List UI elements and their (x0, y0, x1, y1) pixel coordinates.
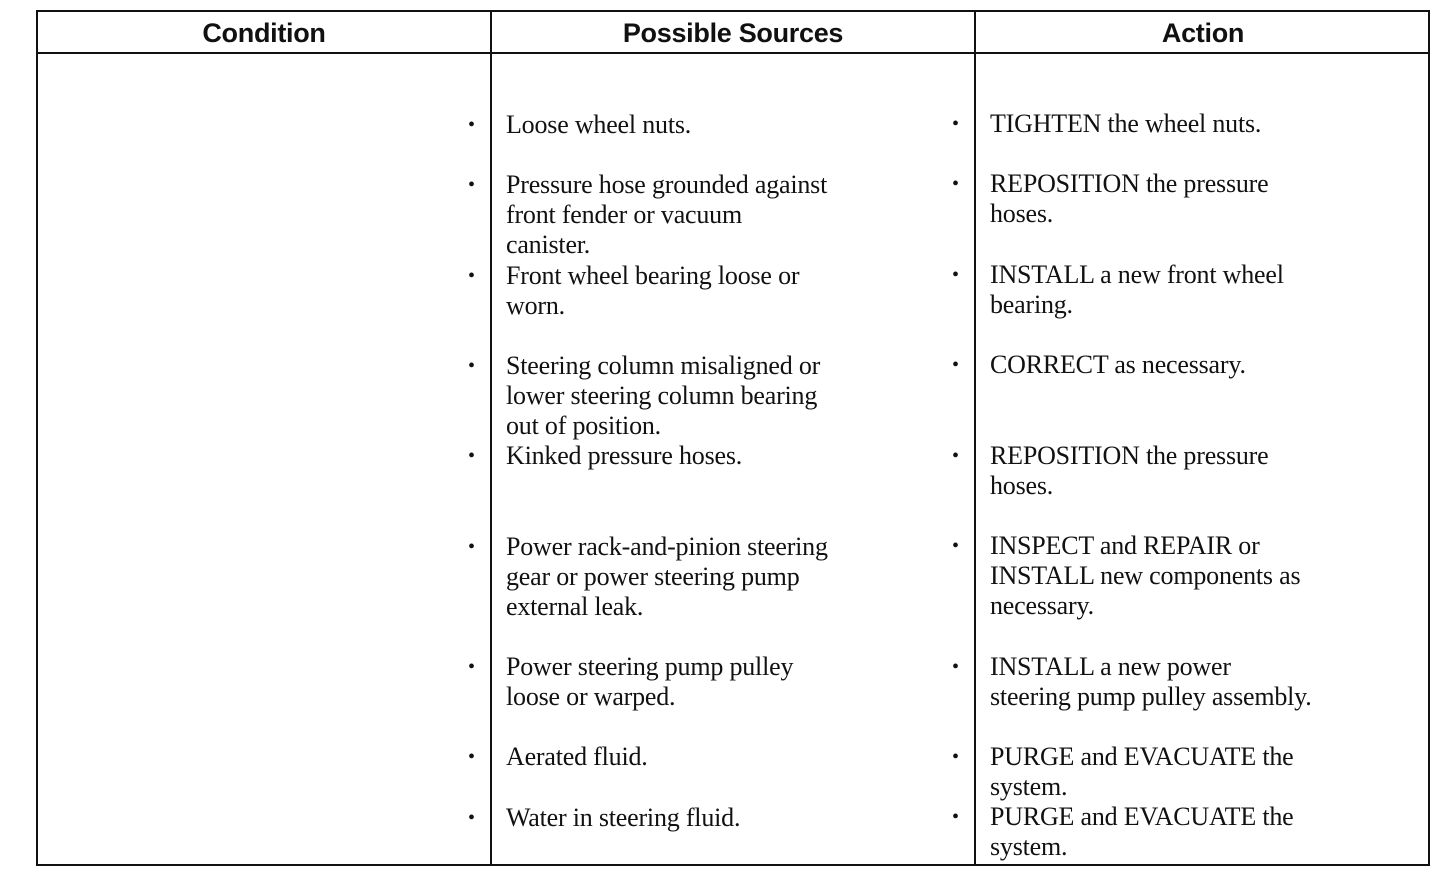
column-divider (974, 12, 976, 864)
action-text: TIGHTEN the wheel nuts. (990, 109, 1262, 138)
bullet-icon: • (468, 174, 475, 196)
bullet-icon: • (468, 445, 475, 467)
source-text: Front wheel bearing loose or worn. (506, 261, 800, 320)
bullet-icon: • (468, 536, 475, 558)
action-text: PURGE and EVACUATE the system. (990, 742, 1294, 801)
bullet-icon: • (952, 656, 959, 678)
source-text: Pressure hose grounded against front fender or vacuum canister. (506, 170, 828, 259)
bullet-icon: • (468, 746, 475, 768)
action-text: PURGE and EVACUATE the system. (990, 802, 1294, 861)
bullet-icon: • (468, 656, 475, 678)
source-text: Kinked pressure hoses. (506, 441, 743, 470)
header-action: Action (1161, 17, 1245, 48)
source-text: Loose wheel nuts. (506, 110, 692, 139)
source-text: Power rack-and-pinion steering gear or power steering pump external leak. (506, 532, 828, 621)
action-text: INSTALL a new front wheel bearing. (990, 260, 1284, 319)
bullet-icon: • (952, 173, 959, 195)
action-text: CORRECT as necessary. (990, 350, 1246, 379)
header-possible-sources: Possible Sources (622, 17, 844, 48)
bullet-icon: • (952, 806, 959, 828)
bullet-icon: • (468, 807, 475, 829)
action-text: REPOSITION the pressure hoses. (990, 169, 1269, 228)
header-condition: Condition (202, 17, 326, 48)
column-divider (490, 12, 492, 864)
action-text: INSPECT and REPAIR or INSTALL new components as necessary. (990, 531, 1301, 620)
bullet-icon: • (468, 114, 475, 136)
bullet-icon: • (952, 354, 959, 376)
source-text: Steering column misaligned or lower steering column bearing out of position. (506, 351, 821, 440)
action-text: INSTALL a new power steering pump pulley assembly. (990, 652, 1312, 711)
source-text: Water in steering fluid. (506, 803, 741, 832)
bullet-icon: • (468, 355, 475, 377)
action-text: REPOSITION the pressure hoses. (990, 441, 1269, 500)
bullet-icon: • (952, 445, 959, 467)
bullet-icon: • (468, 265, 475, 287)
source-text: Aerated fluid. (506, 742, 648, 771)
bullet-icon: • (952, 535, 959, 557)
table-header-row (38, 12, 1428, 54)
bullet-icon: • (952, 264, 959, 286)
source-text: Power steering pump pulley loose or warped. (506, 652, 794, 711)
bullet-icon: • (952, 746, 959, 768)
bullet-icon: • (952, 113, 959, 135)
